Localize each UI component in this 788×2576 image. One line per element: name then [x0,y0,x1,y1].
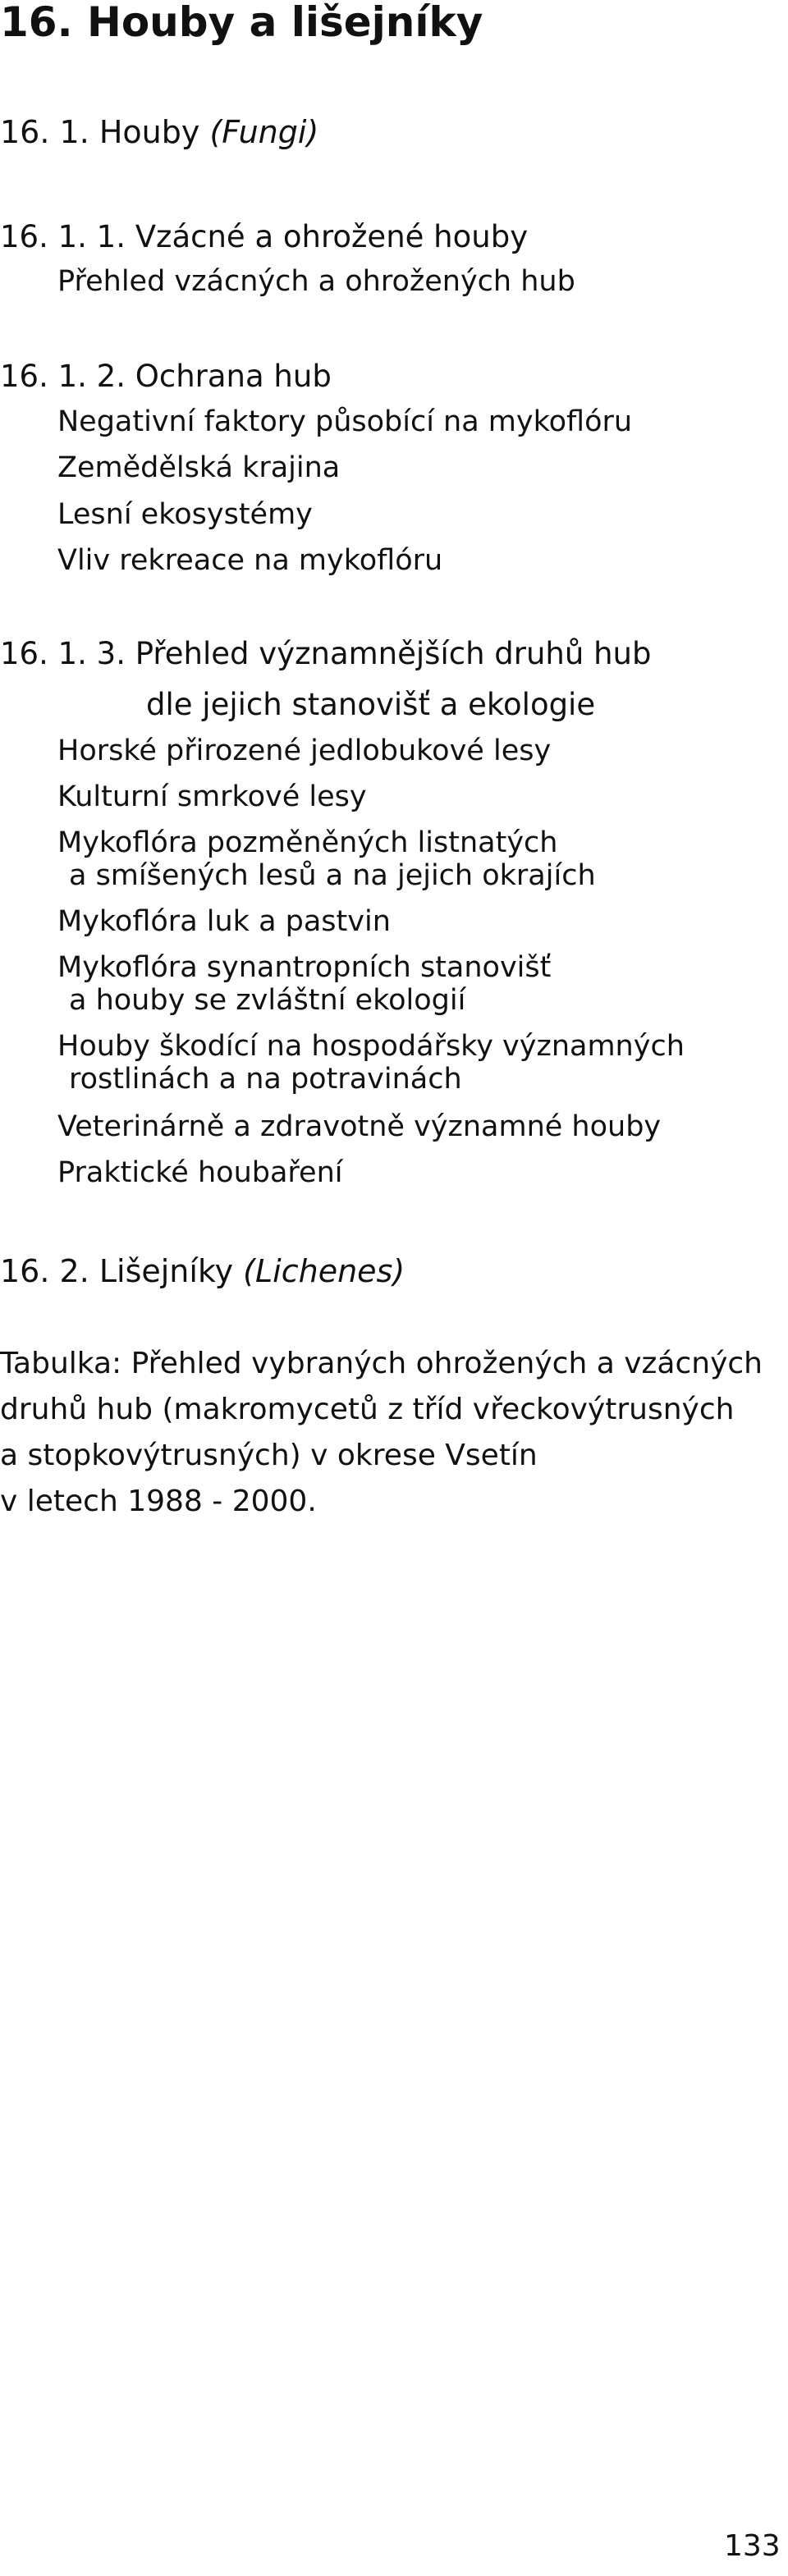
section-lichens-latin: (Lichenes) [243,1253,405,1289]
subsection-3-item: Mykoflóra pozměněných listnatých [57,826,558,859]
subsection-1-heading: 16. 1. 1. Vzácné a ohrožené houby [0,219,529,254]
subsection-3-item: rostlinách a na potravinách [69,1063,462,1096]
subsection-3-item: Mykoflóra synantropních stanovišť [57,951,552,984]
section-fungi-heading [0,114,319,150]
subsection-2-item: Zemědělská krajina [57,451,341,484]
page-title: 16. Houby a lišejníky [0,0,483,46]
page-number: 133 [724,2529,781,2563]
table-caption-line: v letech 1988 - 2000. [0,1485,317,1518]
subsection-3-item: Mykoflóra luk a pastvin [57,905,391,938]
subsection-3-item: a smíšených lesů a na jejich okrajích [69,859,596,892]
subsection-2-item: Vliv rekreace na mykoflóru [57,544,443,577]
subsection-2-heading: 16. 1. 2. Ochrana hub [0,359,332,394]
subsection-2-item: Lesní ekosystémy [57,498,313,531]
subsection-3-item: Kulturní smrkové lesy [57,780,367,813]
subsection-3-item: Horské přirozené jedlobukové lesy [57,734,552,767]
subsection-3-item: Praktické houbaření [57,1156,343,1189]
subsection-2-item: Negativní faktory působící na mykoflóru [57,405,633,438]
table-caption-line: druhů hub (makromycetů z tříd vřeckovýtrusných [0,1393,735,1426]
table-caption-line: Tabulka: Přehled vybraných ohrožených a vzácných [0,1347,763,1380]
subsection-3-item: a houby se zvláštní ekologií [69,984,466,1017]
section-fungi-latin: (Fungi) [209,114,319,150]
subsection-3-heading-line2: dle jejich stanovišť a ekologie [146,687,596,722]
table-caption-line: a stopkovýtrusných) v okrese Vsetín [0,1439,538,1472]
section-lichens-number: 16. 2. Lišejníky [0,1253,244,1289]
subsection-1-item: Přehled vzácných a ohrožených hub [57,265,575,298]
subsection-3-item: Houby škodící na hospodářsky významných [57,1030,685,1063]
subsection-3-item: Veterinárně a zdravotně významné houby [57,1110,662,1143]
subsection-3-heading-line1: 16. 1. 3. Přehled významnějších druhů hub [0,636,652,671]
section-lichens-heading [0,1253,405,1289]
section-fungi-number: 16. 1. Houby [0,114,210,150]
